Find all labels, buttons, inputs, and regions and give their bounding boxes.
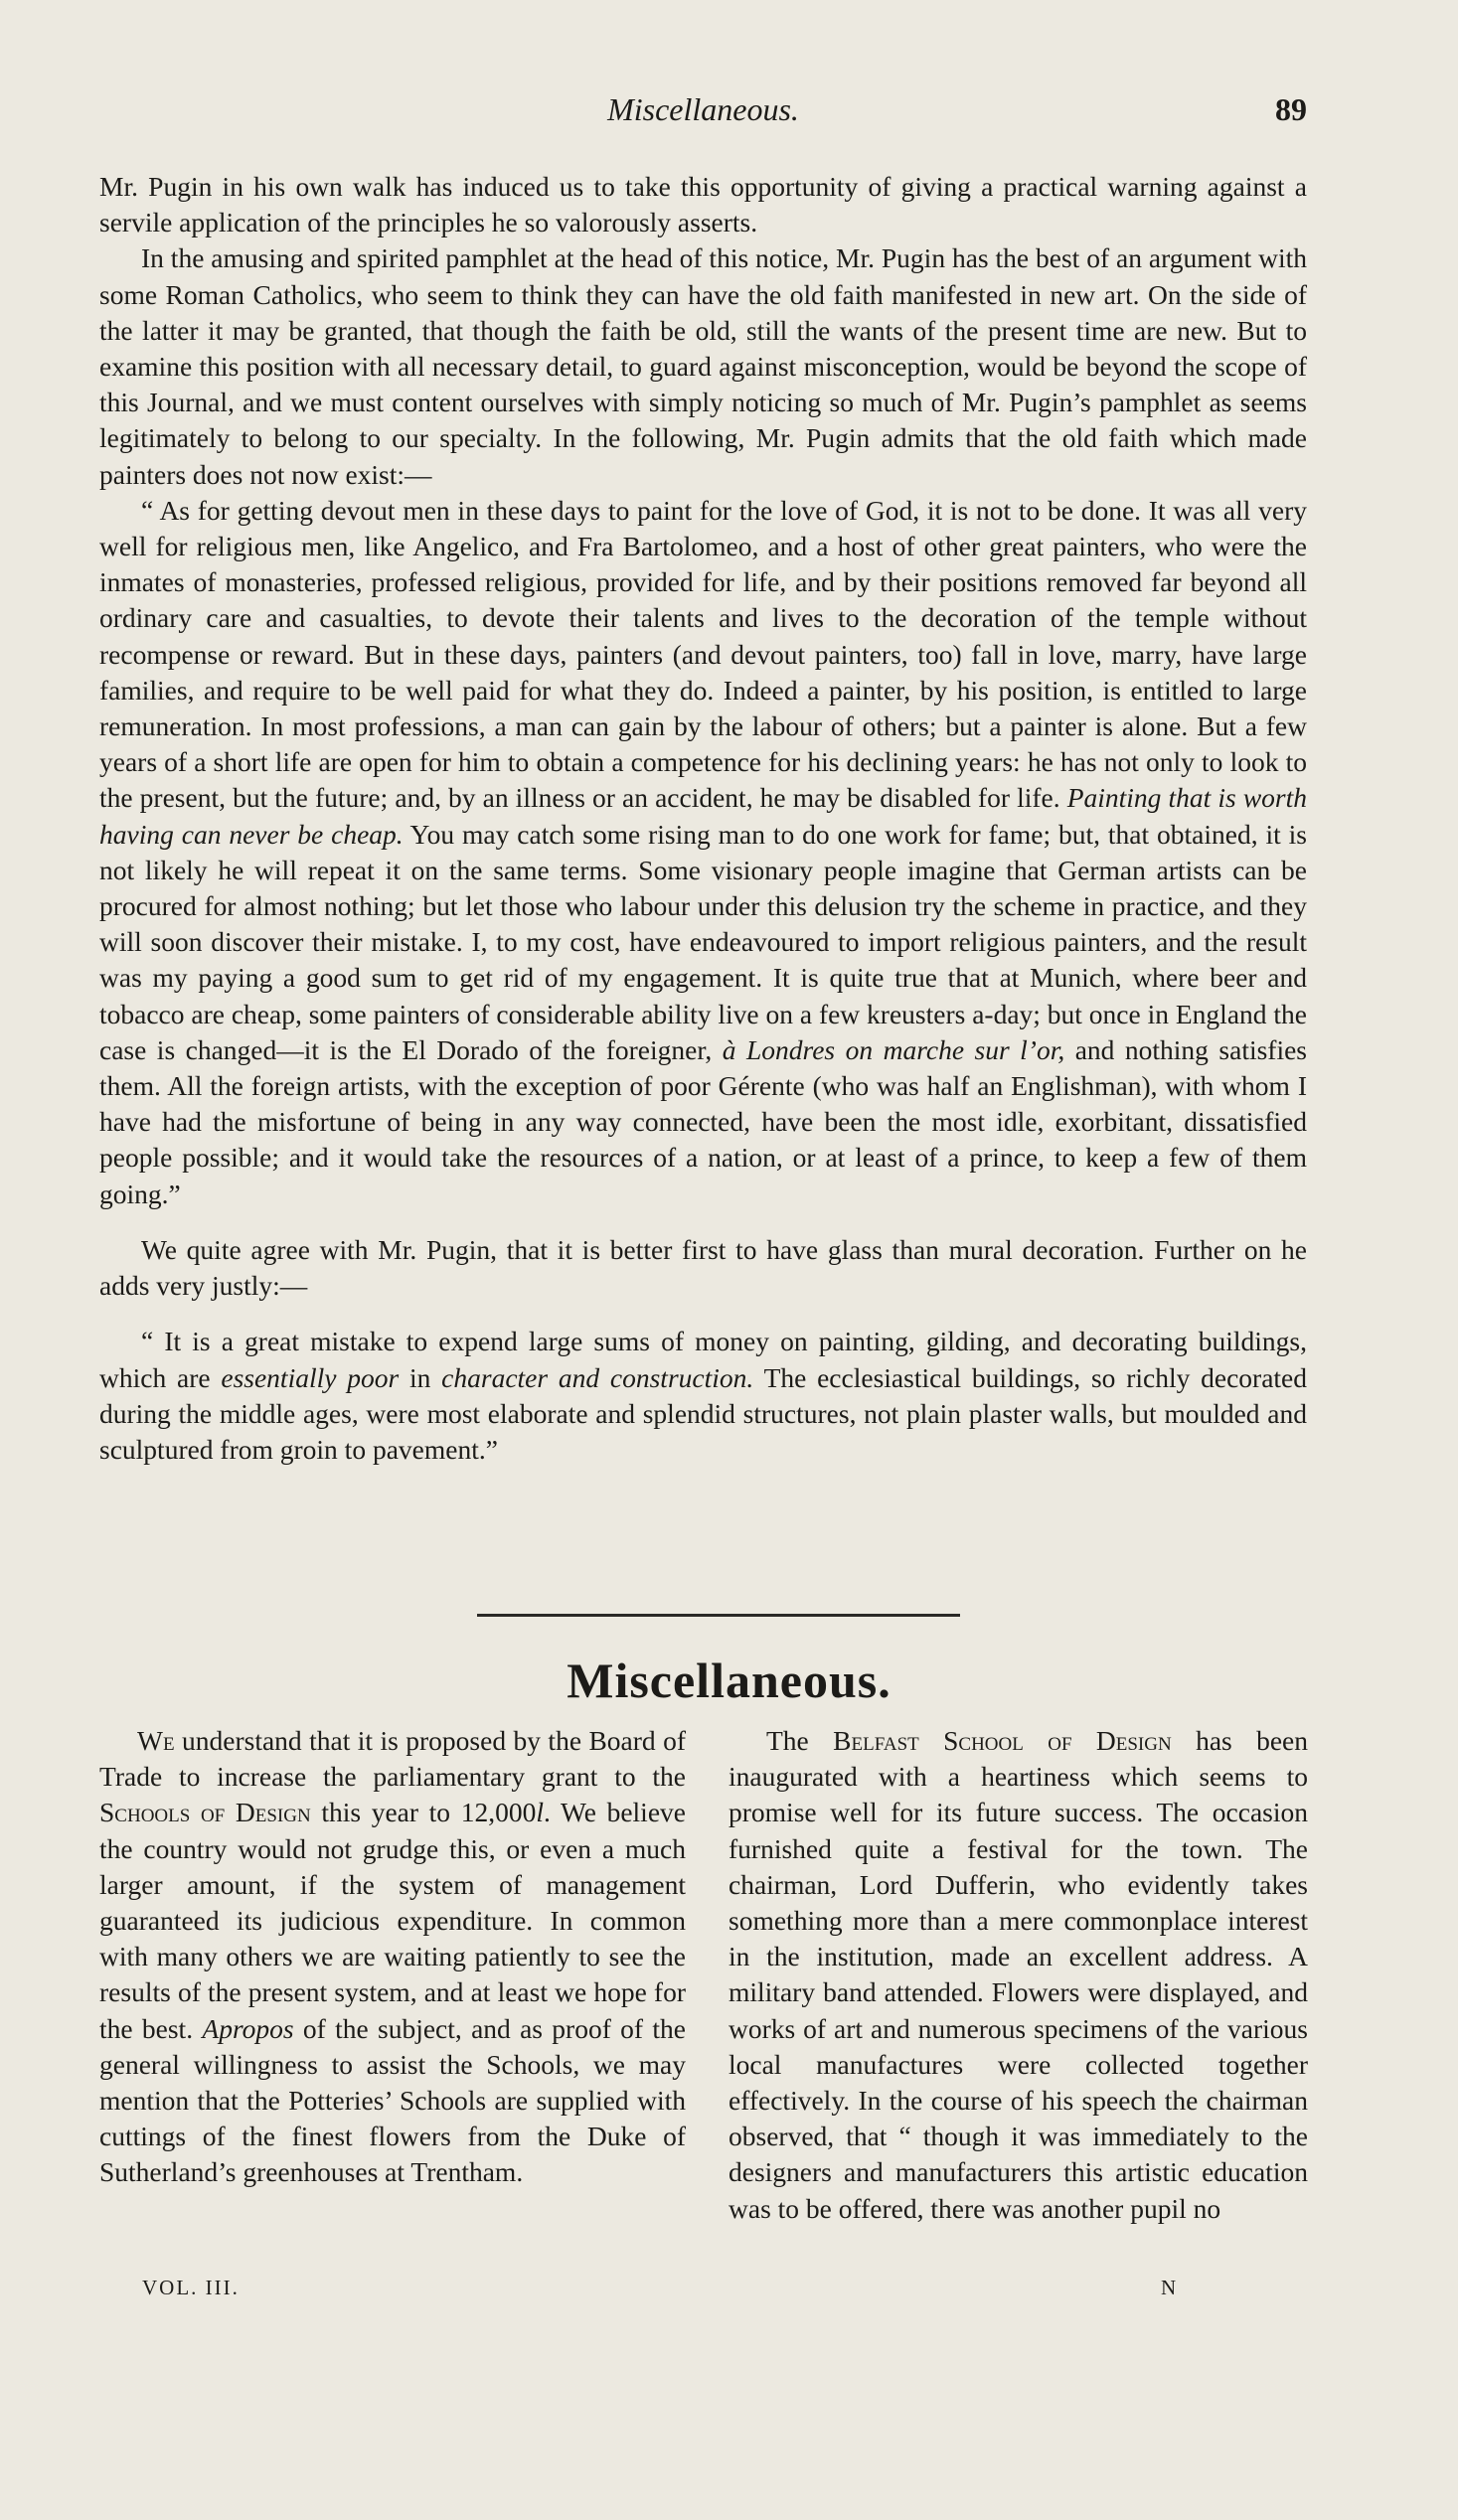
paragraph-text: . We believe the country would not grudge this, or even a much larger amount, if the system of management guaranteed its judicious expenditure. In common with many others we are waiting patiently to see the results of the present system, and at least we hope for the best. [99, 1797, 686, 2044]
paragraph-text: this year to 12,000 [321, 1797, 537, 1828]
paragraph: We quite agree with Mr. Pugin, that it is better first to have glass than mural decoration. Further on he adds very justly:— [99, 1233, 1307, 1302]
page-number: 89 [1275, 91, 1307, 127]
quotation-text: in [408, 1361, 431, 1393]
paragraph-text: The [766, 1725, 809, 1756]
running-title: Miscellaneous. [607, 91, 799, 127]
paragraph-text: understand that it is proposed by the Board of Trade to increase the parliamentary grant to the [99, 1725, 687, 1793]
emphasis: l [536, 1797, 544, 1828]
paragraph-text: of the subject, and as proof of the general willingness to assist the Schools, we may mention that the Potteries’ Schools are supplied with cuttings of the finest flowers from the Duke of Sutherland’s greenhouses at Trentham. [99, 2012, 686, 2188]
section-divider [477, 1614, 960, 1617]
quotation-text: The ecclesiastical buildings, so richly decorated during the middle ages, were most elaborate and splendid structures, not plain plaster walls, but moulded and sculptured from groin to pavement.” [99, 1361, 1308, 1465]
small-caps-text: Belfast School of Design [833, 1725, 1172, 1756]
small-caps-text: Schools of Design [99, 1797, 311, 1828]
paragraph [99, 1723, 686, 2191]
quotation-text: and nothing satisfies them. All the foreign artists, with the exception of poor Gérente (who was half an Englishman), with whom I have had the misfortune of being in any way connected, have been the most idle, exorbitant, dissatisfied people possible; and it would take the resources of a nation, or at least of a prince, to keep a few of them going.” [99, 1033, 1308, 1209]
emphasis: essentially poor [221, 1361, 400, 1393]
review-text [99, 169, 1307, 1468]
paragraph: In the amusing and spirited pamphlet at the head of this notice, Mr. Pugin has the best of an argument with some Roman Catholics, who seem to think they can have the old faith manifested in new art. On the side of the latter it may be granted, that though the faith be old, still the wants of the present time are new. But to examine this position with all necessary detail, to guard against misconception, would be beyond the scope of this Journal, and we must content ourselves with simply noticing so much of Mr. Pugin’s pamphlet as seems legitimately to belong to our specialty. In the following, Mr. Pugin admits that the old faith which made painters does not now exist:— [99, 242, 1307, 490]
signature-mark: N [1161, 2276, 1179, 2299]
quotation [99, 1324, 1307, 1468]
section-heading: Miscellaneous. [567, 1653, 891, 1708]
small-caps-text: We [137, 1725, 175, 1756]
paragraph-text: has been inaugurated with a heartiness which seems to promise well for its future success. The occasion furnished quite a festival for the town. The chairman, Lord Dufferin, who evidently takes something more than a mere commonplace interest in the institution, made an excellent address. A military band attended. Flowers were displayed, and works of art and numerous specimens of the various local manufactures were collected together effectively. In the course of his speech the chairman observed, that “ though it was immediately to the designers and manufacturers this artistic education was to be offered, there was another pupil no [729, 1725, 1309, 2224]
paragraph: Mr. Pugin in his own walk has induced us to take this opportunity of giving a practical warning against a servile application of the principles he so valorously asserts. [99, 171, 1307, 238]
emphasis: character and construction. [441, 1361, 754, 1393]
quotation-text: “ It is a great mistake to expend large sums of money on painting, gilding, and decorating buildings, which are [99, 1326, 1307, 1393]
emphasis: à Londres on marche sur l’or, [722, 1033, 1065, 1065]
quotation-text: “ As for getting devout men in these days to paint for the love of God, it is not to be done. It was all very well for religious men, like Angelico, and Fra Bartolomeo, and a host of other great painters, who were the inmates of monasteries, professed religious, provided for life, and by their positions removed far beyond all ordinary care and casualties, to devote their talents and lives to the decoration of the temple without recompense or reward. But in these days, painters (and devout painters, too) fall in love, marry, have large families, and require to be well paid for what they do. Indeed a painter, by his position, is entitled to large remuneration. In most professions, a man can gain by the labour of others; but a painter is alone. But a few years of a short life are open for him to obtain a competence for his declining years: he has not only to look to the present, but the future; and, by an illness or an accident, he may be disabled for life. [99, 494, 1307, 814]
running-head [99, 91, 1307, 139]
quotation-text: You may catch some rising man to do one work for fame; but, that obtained, it is not likely he will repeat it on the same terms. Some visionary people imagine that German artists can be procured for almost nothing; but let those who labour under this delusion try the scheme in practice, and they will soon discover their mistake. I, to my cost, have endeavoured to import religious painters, and the result was my paying a good sum to get rid of my engagement. It is quite true that at Munich, where beer and tobacco are cheap, some painters of considerable ability live on a few kreusters a-day; but once in England the case is changed—it is the El Dorado of the foreigner, [99, 818, 1307, 1065]
emphasis: Painting that is worth having can never be cheap. [99, 782, 1308, 850]
quotation [99, 493, 1307, 1212]
volume-signature: VOL. III. [142, 2276, 240, 2299]
left-column [99, 1723, 686, 2191]
paragraph [729, 1723, 1308, 2227]
emphasis: Apropos [202, 2012, 294, 2044]
right-column [729, 1723, 1308, 2227]
